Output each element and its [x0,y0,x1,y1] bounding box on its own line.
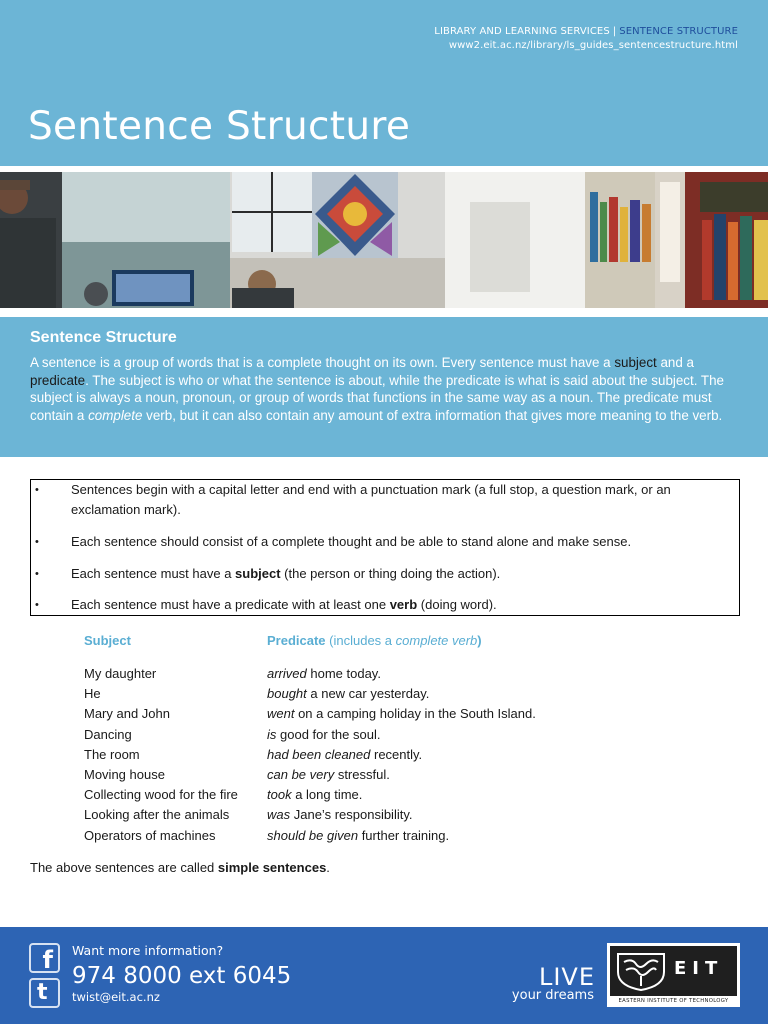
example-verb: had been cleaned [267,746,371,762]
eit-logo-subtitle: EASTERN INSTITUTE OF TECHNOLOGY [618,998,729,1004]
example-rest: on a camping holiday in the South Island. [294,706,536,722]
summary-text: The above sentences are called [30,860,218,875]
example-subject: He [84,686,101,702]
predicate-note-em: complete verb [395,633,478,648]
twitter-glyph: t [37,980,48,1005]
source-url[interactable]: www2.eit.ac.nz/library/ls_guides_sentencestructure.html [448,40,738,51]
page-footer [0,927,768,1024]
bullet: • [35,536,39,548]
rule-text-part: (doing word). [417,597,497,612]
rules-box [30,479,740,616]
eit-logo[interactable] [607,943,740,1007]
subject-column-header: Subject [84,633,131,648]
footer-phone[interactable]: 974 8000 ext 6045 [72,963,292,989]
example-row [0,704,768,724]
example-predicate [267,785,362,805]
slogan-dreams: your dreams [511,988,594,1003]
summary-line [30,858,330,878]
predicate-header-label: Predicate [267,633,326,648]
example-verb: should be given [267,827,359,843]
bullet: • [35,484,39,496]
page-header [0,0,768,166]
example-subject: Collecting wood for the fire [84,787,238,803]
intro-and: and a [656,355,694,370]
example-rest: a long time. [291,787,363,803]
rule-text: Each sentence should consist of a complete thought and be able to stand alone and make sense. [71,534,632,549]
rule-text [71,595,731,615]
example-predicate [267,704,536,724]
example-predicate [267,805,412,825]
example-verb: is [267,726,277,742]
rule-keyword-subject: subject [235,566,281,581]
predicate-column-header [267,633,482,648]
example-verb: bought [267,686,307,702]
eit-crest-icon [616,950,666,992]
intro-paragraph [30,354,735,424]
example-subject: Looking after the animals [84,807,230,823]
example-predicate [267,765,390,785]
rule-text-part: (the person or thing doing the action). [280,566,501,581]
twitter-icon[interactable] [29,978,60,1008]
separator: | [612,26,617,37]
page-title: Sentence Structure [28,104,411,149]
topic-label: SENTENCE STRUCTURE [619,26,738,37]
summary-end: . [326,860,330,875]
intro-text-3: verb, but it can also contain any amount of extra information that gives more meaning to the verb. [142,407,723,423]
example-subject: Dancing [84,726,132,742]
term-predicate: predicate [30,372,86,388]
term-complete: complete [88,407,143,423]
example-subject: Mary and John [84,706,170,722]
rule-keyword-verb: verb [389,597,418,612]
footer-question: Want more information? [72,943,224,958]
bullet: • [35,568,39,580]
header-breadcrumb [434,25,738,39]
example-row [0,785,768,805]
predicate-note-close: ) [477,633,482,648]
example-row [0,725,768,745]
example-rest: a new car yesterday. [306,686,430,702]
facebook-glyph: f [42,946,53,974]
example-verb: took [267,787,292,803]
example-verb: was [267,807,291,823]
library-photo-banner [0,172,768,308]
summary-keyword: simple sentences [217,860,327,875]
header-meta [434,25,738,53]
example-verb: arrived [267,666,307,681]
example-subject: My daughter [84,666,157,681]
slogan-live: LIVE [538,963,595,991]
intro-text-1: A sentence is a group of words that is a complete thought on its own. Every sentence must have a [30,355,611,370]
rule-text: Sentences begin with a capital letter and end with a punctuation mark (a full stop, a question mark, or an exclamation mark). [71,482,671,517]
example-predicate [267,725,380,745]
example-row [0,664,768,684]
example-rest: stressful. [334,767,390,782]
footer-email[interactable]: twist@eit.ac.nz [72,990,160,1004]
bullet: • [35,599,39,611]
rule-text-part: Each sentence must have a [71,566,236,581]
example-row [0,745,768,765]
section-label: LIBRARY AND LEARNING SERVICES [434,26,610,37]
example-rest: further training. [358,827,450,843]
eit-logo-mark [610,946,737,996]
example-row [0,765,768,785]
predicate-note-open: (includes a [325,633,396,648]
example-subject: The room [84,746,140,762]
example-subject: Moving house [84,767,165,782]
eit-logo-letters: EIT [674,958,724,979]
rule-text [71,564,731,584]
intro-section [0,317,768,457]
example-rest: good for the soul. [276,726,381,742]
example-verb: can be very [267,767,335,782]
example-verb: went [267,706,295,722]
example-rest: recently. [370,746,423,762]
term-subject: subject [614,355,657,370]
rule-text-part: Each sentence must have a predicate with at least one [71,597,390,612]
example-rest: home today. [306,666,381,681]
example-row [0,826,768,846]
intro-heading: Sentence Structure [30,329,177,346]
example-predicate [267,745,422,765]
example-predicate [267,826,449,846]
example-row [0,684,768,704]
facebook-icon[interactable] [29,943,60,973]
example-predicate [267,664,381,684]
example-rest: Jane’s responsibility. [290,807,413,823]
example-row [0,805,768,825]
example-predicate [267,684,429,704]
example-subject: Operators of machines [84,827,216,843]
intro-text-2: . The subject is who or what the sentence is about, while the predicate is what is said about the subject. The subject is always a noun, pronoun, or group of words that functions in the same way as a noun. The predicate must contain a [30,372,724,423]
